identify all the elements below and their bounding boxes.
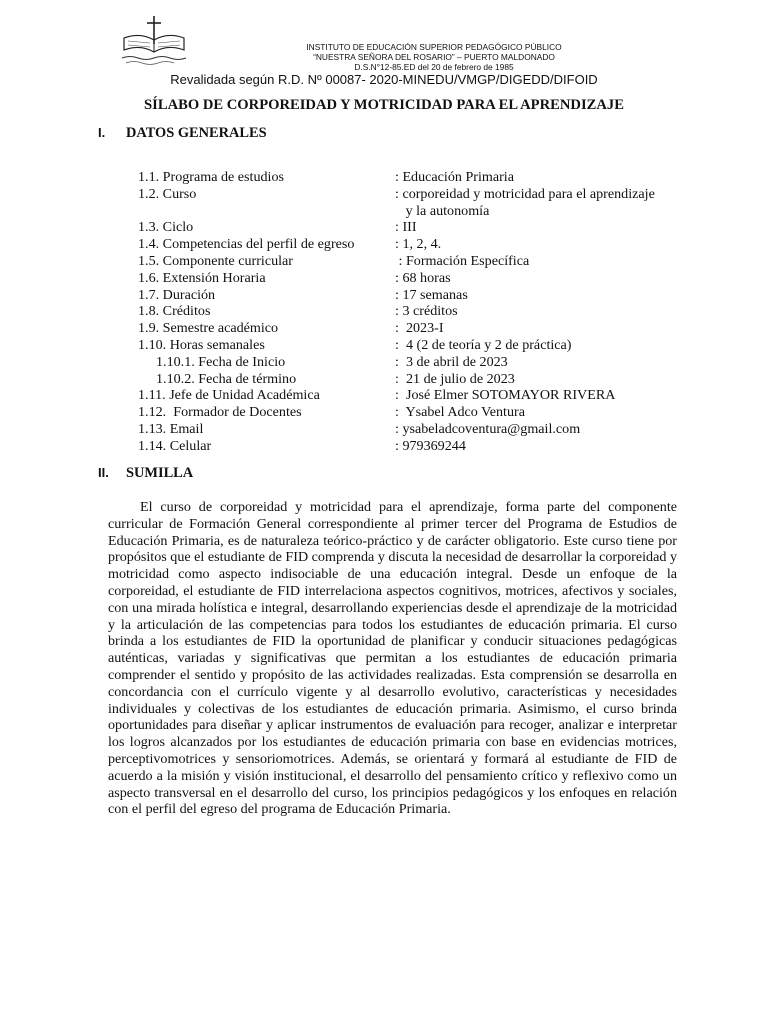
item-value: y la autonomía xyxy=(395,202,490,219)
item-value: : 17 semanas xyxy=(395,286,468,303)
section-number: I. xyxy=(98,125,106,140)
section-title: DATOS GENERALES xyxy=(126,125,267,141)
item-value: : 1, 2, 4. xyxy=(395,236,442,253)
item-value: : José Elmer SOTOMAYOR RIVERA xyxy=(395,387,616,404)
item-value: : ysabeladcoventura@gmail.com xyxy=(395,420,581,437)
sumilla-paragraph: El curso de corporeidad y motricidad para el aprendizaje, forma parte del componente curricular de Formación General correspondiente al primer tercer del Programa de Estudios de Educación Primaria, es de naturaleza teórico-práctico y de carácter obligatorio. Este curso tiene por propósitos que el estudiante de FID comprenda y discuta la necesidad de desarrollar la corporeidad y motricidad como aspecto indisociable de una educación integral. Desde un enfoque de la corporeidad, el estudiante de FID interrelaciona aspectos cognitivos, motrices, afectivos y sociales, con una mirada holística e integral, desarrollando experiencias desde el aprendizaje de la motricidad y la articulación de las competencias para todos los estudiantes de educación primaria. El curso brinda a los estudiantes de FID la oportunidad de planificar y conducir situaciones pedagógicas auténticas, variadas y significativas que permitan a los estudiantes de educación primaria comprender el sentido y propósito de las actividades realizadas. Esta comprensión se desarrolla en concordancia con el currículo vigente y al desarrollo evolutivo, características y necesidades individuales y colectivas de los estudiantes de educación primaria. Asimismo, el curso brinda oportunidades para diseñar y aplicar instrumentos de evaluación para recoger, analizar e interpretar los logros alcanzados por los estudiantes de educación primaria con base en evidencias motrices, perceptivomotrices y sensoriomotrices. Además, se orientará y formará al estudiante de FID de acuerdo a la misión y visión institucional, el desarrollo del pensamiento crítico y reflexivo como un aspecto transversal en el desarrollo del curso, los principios pedagógicos y los enfoques en relación con el perfil del egreso del programa de Educación Primaria. xyxy=(108,499,677,818)
item-value: : Formación Específica xyxy=(395,252,530,269)
item-label: 1.3. Ciclo xyxy=(138,219,194,236)
section-number: II. xyxy=(98,465,109,480)
item-label: 1.8. Créditos xyxy=(138,303,211,320)
section-sumilla xyxy=(98,465,193,482)
item-label: 1.7. Duración xyxy=(138,286,216,303)
item-value: : 3 créditos xyxy=(395,303,458,320)
item-value: : 979369244 xyxy=(395,437,466,454)
item-label: 1.6. Extensión Horaria xyxy=(138,269,266,286)
item-label: 1.13. Email xyxy=(138,420,204,437)
item-label: 1.11. Jefe de Unidad Académica xyxy=(138,387,320,404)
section-title: SUMILLA xyxy=(126,465,194,481)
item-label: 1.10.1. Fecha de Inicio xyxy=(156,353,286,370)
item-value: : 3 de abril de 2023 xyxy=(395,353,508,370)
item-label: 1.14. Celular xyxy=(138,437,212,454)
item-label: 1.10.2. Fecha de término xyxy=(156,370,297,387)
item-label: 1.10. Horas semanales xyxy=(138,336,265,353)
section-datos-generales xyxy=(98,125,267,142)
item-label: 1.9. Semestre académico xyxy=(138,320,279,337)
document-title: SÍLABO DE CORPOREIDAD Y MOTRICIDAD PARA EL APRENDIZAJE xyxy=(144,97,624,113)
item-value: : corporeidad y motricidad para el aprendizaje xyxy=(395,185,655,202)
item-value: : III xyxy=(395,219,417,236)
item-value: : Educación Primaria xyxy=(395,169,514,185)
item-label: 1.1. Programa de estudios xyxy=(138,169,285,185)
institute-subname: “NUESTRA SEÑORA DEL ROSARIO” – PUERTO MALDONADO xyxy=(313,52,555,62)
item-label: 1.5. Componente curricular xyxy=(138,252,293,269)
item-value: : 4 (2 de teoría y 2 de práctica) xyxy=(395,336,572,353)
institute-name: INSTITUTO DE EDUCACIÓN SUPERIOR PEDAGÓGICO PÚBLICO xyxy=(306,42,562,52)
institute-decree: D.S.N°12-85.ED del 20 de febrero de 1985 xyxy=(354,62,514,72)
item-label: 1.4. Competencias del perfil de egreso xyxy=(138,236,355,253)
item-value: : 2023-I xyxy=(395,320,444,337)
item-label: 1.2. Curso xyxy=(138,185,197,202)
item-value: : 21 de julio de 2023 xyxy=(395,370,515,387)
item-value: : Ysabel Adco Ventura xyxy=(395,404,525,421)
institute-revalidation: Revalidada según R.D. Nº 00087- 2020-MINEDU/VMGP/DIGEDD/DIFOID xyxy=(170,72,598,87)
item-label: 1.12. Formador de Docentes xyxy=(138,404,302,421)
item-value: : 68 horas xyxy=(395,269,451,286)
